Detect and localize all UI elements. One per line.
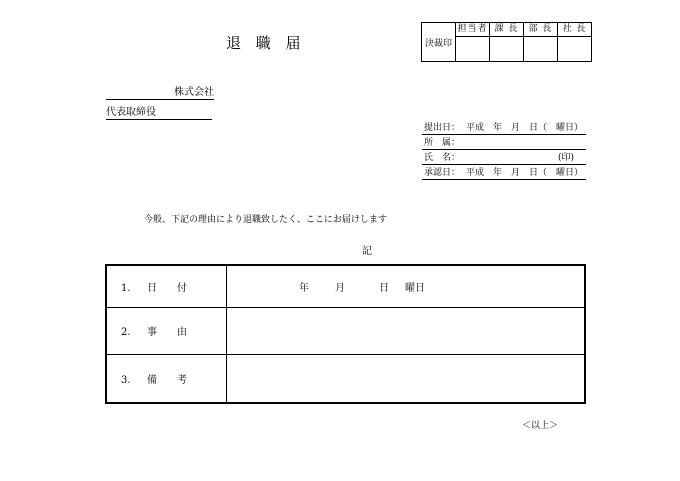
stamp-cell-shacho[interactable]	[558, 37, 592, 62]
date-year: 年	[299, 282, 309, 294]
ki-heading: 記	[362, 246, 372, 257]
date-day: 日	[379, 282, 389, 294]
details-table	[105, 264, 586, 404]
name-line[interactable]	[422, 152, 586, 165]
row-label-remarks	[106, 354, 227, 403]
approval-header-bucho: 部 長	[524, 23, 558, 37]
approved-date-label: 承認日：	[424, 168, 461, 178]
addressee-representative: 代表取締役	[106, 106, 212, 120]
affiliation-line[interactable]	[422, 137, 586, 150]
remarks-field[interactable]	[227, 354, 586, 403]
approved-date-line[interactable]	[422, 167, 586, 180]
row-number: 2.	[121, 327, 131, 338]
document-title: 退 職 届	[226, 34, 306, 52]
approved-date-value: 平成 年 月 日（ 曜日）	[466, 168, 584, 178]
name-label: 氏 名：	[424, 153, 461, 163]
stamp-cell-bucho[interactable]	[524, 37, 558, 62]
row-label-reason	[106, 307, 227, 354]
table-row	[106, 307, 585, 354]
approval-stamp-table	[421, 22, 592, 62]
row-label-date	[106, 265, 227, 307]
row-label-text: 事由	[147, 327, 207, 338]
stamp-cell-tanto[interactable]	[456, 37, 490, 62]
addressee-company: 株式会社	[106, 86, 214, 100]
row-label-text: 備考	[147, 374, 207, 386]
stamp-cell-kacho[interactable]	[490, 37, 524, 62]
affiliation-label: 所 属：	[424, 138, 461, 148]
submitted-date-line[interactable]	[422, 122, 586, 135]
end-note: ＜以上＞	[522, 421, 559, 431]
approval-header-kacho: 課 長	[490, 23, 524, 37]
approval-header-shacho: 社 長	[558, 23, 592, 37]
date-month: 月	[335, 282, 345, 294]
date-field[interactable]	[227, 265, 586, 307]
submitted-date-value: 平成 年 月 日（ 曜日）	[466, 123, 584, 133]
statement-text: 今般、下記の理由により退職致したく、ここにお届けします	[144, 215, 387, 225]
row-number: 1.	[121, 282, 131, 294]
table-row	[106, 354, 585, 403]
seal-mark: (印)	[557, 153, 574, 163]
date-weekday: 曜日	[405, 282, 425, 294]
approval-header-tanto: 担当者	[456, 23, 490, 37]
row-label-text: 日付	[147, 282, 207, 294]
table-row	[106, 265, 585, 307]
submitted-date-label: 提出日：	[424, 123, 461, 133]
approval-label: 決裁印	[422, 23, 456, 62]
row-number: 3.	[121, 374, 131, 386]
reason-field[interactable]	[227, 307, 586, 354]
